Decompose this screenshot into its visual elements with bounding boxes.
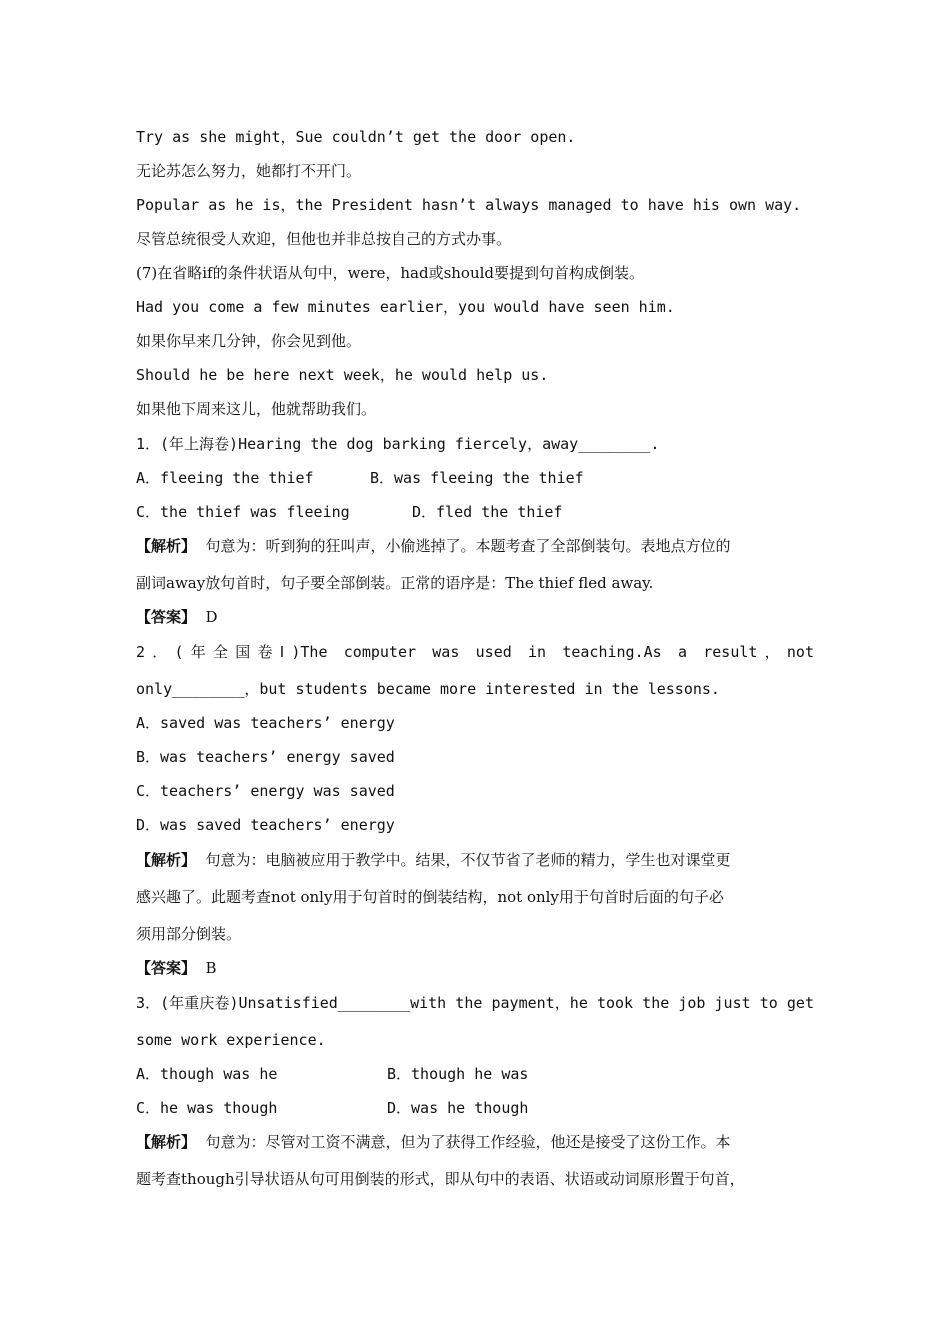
example-sentence-en: Should he be here next week，he would help us. — [136, 366, 549, 384]
analysis-line — [136, 849, 731, 871]
option-a: A．though was he — [136, 1065, 278, 1083]
question-3-stem: some work experience. — [136, 1031, 326, 1049]
answer-tag: 【答案】 — [136, 608, 197, 626]
option-b: B．was fleeing the thief — [370, 469, 584, 487]
analysis-line — [136, 535, 731, 557]
answer-value: B — [196, 959, 217, 977]
analysis-line: 感兴趣了。此题考查not only用于句首时的倒装结构，not only用于句首时后面的句子必 — [136, 888, 724, 906]
example-translation-cn: 如果他下周来这儿，他就帮助我们。 — [136, 400, 377, 418]
analysis-text: 句意为：尽管对工资不满意，但为了获得工作经验，他还是接受了这份工作。本 — [196, 1133, 731, 1151]
example-translation-cn: 尽管总统很受人欢迎，但他也并非总按自己的方式办事。 — [136, 230, 512, 248]
analysis-line: 副词away放句首时，句子要全部倒装。正常的语序是：The thief fled away. — [136, 574, 654, 592]
answer-tag: 【答案】 — [136, 959, 197, 977]
option-c: C．the thief was fleeing — [136, 503, 350, 521]
analysis-line: 题考查though引导状语从句可用倒装的形式，即从句中的表语、状语或动词原形置于句首， — [136, 1170, 745, 1188]
analysis-line: 须用部分倒装。 — [136, 925, 242, 943]
analysis-text: 句意为：电脑被应用于教学中。结果，不仅节省了老师的精力，学生也对课堂更 — [196, 851, 731, 869]
question-2-stem: 2．(年全国卷Ⅰ)The computer was used in teaching.As a result，not — [136, 643, 814, 661]
example-translation-cn: 如果你早来几分钟，你会见到他。 — [136, 332, 362, 350]
analysis-tag: 【解析】 — [136, 537, 197, 555]
answer-value: D — [196, 608, 218, 626]
rule-heading: (7)在省略if的条件状语从句中，were，had或should要提到句首构成倒装。 — [136, 264, 645, 282]
option-a: A．fleeing the thief — [136, 469, 314, 487]
example-sentence-en: Try as she might，Sue couldn’t get the door open. — [136, 128, 576, 146]
option-c: C．he was though — [136, 1099, 278, 1117]
analysis-tag: 【解析】 — [136, 851, 197, 869]
answer-line — [136, 957, 217, 979]
question-2-stem: only________，but students became more interested in the lessons. — [136, 680, 720, 698]
option-c: C．teachers’ energy was saved — [136, 782, 395, 800]
question-3-stem: 3．(年重庆卷)Unsatisfied________with the payment，he took the job just to get — [136, 994, 814, 1012]
option-b: B．though he was — [387, 1065, 529, 1083]
option-d: D．was saved teachers’ energy — [136, 816, 395, 834]
answer-line — [136, 606, 218, 628]
option-b: B．was teachers’ energy saved — [136, 748, 395, 766]
example-translation-cn: 无论苏怎么努力，她都打不开门。 — [136, 162, 362, 180]
example-sentence-en: Had you come a few minutes earlier，you would have seen him. — [136, 298, 675, 316]
option-a: A．saved was teachers’ energy — [136, 714, 395, 732]
analysis-text: 句意为：听到狗的狂叫声，小偷逃掉了。本题考查了全部倒装句。表地点方位的 — [196, 537, 731, 555]
analysis-tag: 【解析】 — [136, 1133, 197, 1151]
example-sentence-en: Popular as he is，the President hasn’t always managed to have his own way. — [136, 196, 802, 214]
analysis-line — [136, 1131, 731, 1153]
question-1-stem: 1．(年上海卷)Hearing the dog barking fiercely，away________. — [136, 435, 660, 453]
option-d: D．was he though — [387, 1099, 529, 1117]
option-d: D．fled the thief — [412, 503, 563, 521]
